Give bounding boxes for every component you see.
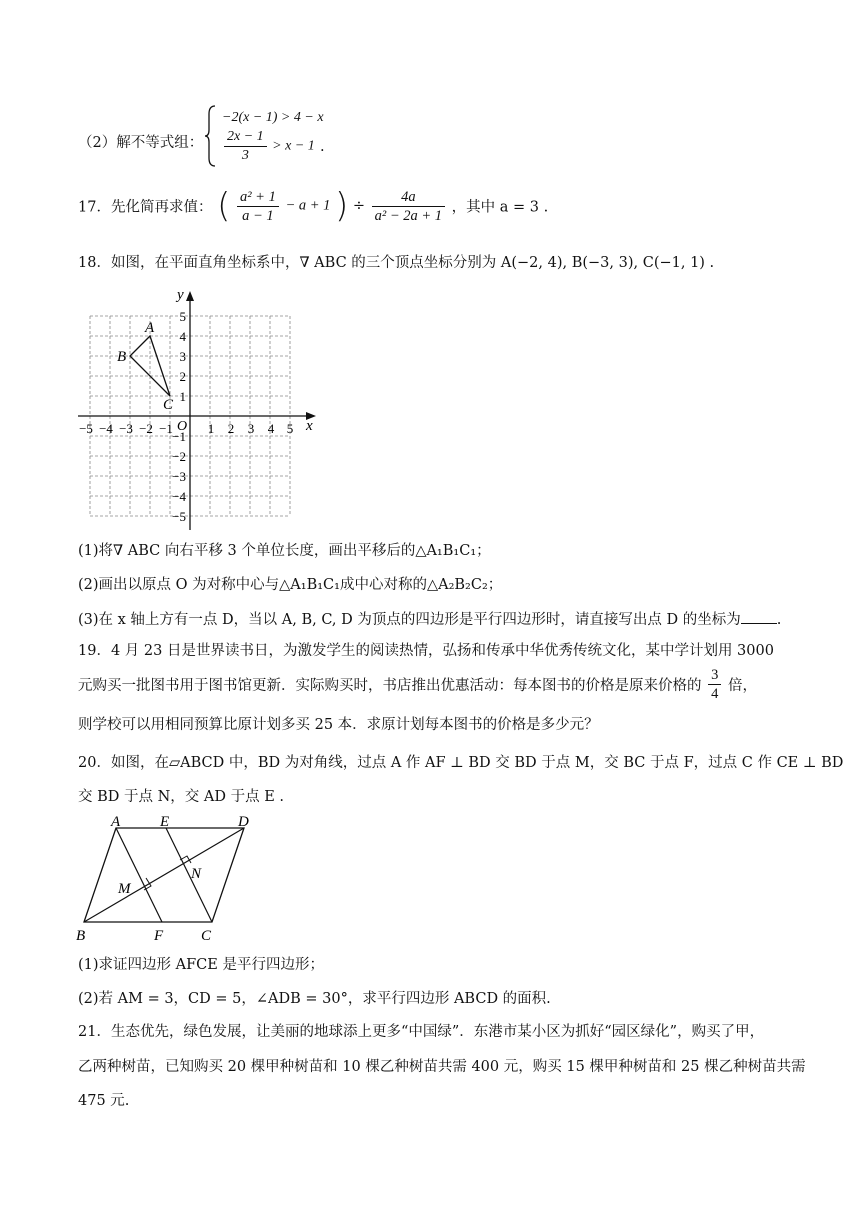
- q19-frac-num: 3: [708, 666, 721, 685]
- x-axis-label: x: [306, 418, 313, 434]
- q17-tail: ，其中 a = 3 .: [451, 199, 549, 216]
- q18-part3-end: .: [776, 612, 782, 628]
- q18-part3: [78, 609, 781, 630]
- q19-line1: 19．4 月 23 日是世界读书日，为激发学生的阅读热情，弘扬和传承中华优秀传统文化，某中学计划用 3000: [78, 643, 774, 659]
- q16-2-ineq2: [222, 128, 315, 165]
- q16-2-ineq2-rhs: > x − 1: [272, 138, 315, 154]
- label-e: E: [160, 816, 170, 830]
- q18-intro: 18．如图，在平面直角坐标系中，∇ ABC 的三个顶点坐标分别为 A(−2, 4), B(−3, 3), C(−1, 1) .: [78, 255, 715, 271]
- x-tick: 3: [247, 421, 255, 436]
- q17-frac1-num: a² + 1: [237, 188, 279, 207]
- segment-af: [116, 828, 162, 922]
- point-a-label: A: [145, 320, 155, 336]
- y-tick: 1: [179, 389, 186, 404]
- diagonal-bd: [84, 828, 244, 922]
- q20-part1: (1)求证四边形 AFCE 是平行四边形；: [78, 957, 324, 973]
- answer-blank: [741, 609, 777, 624]
- y-tick: −5: [172, 509, 186, 524]
- label-f: F: [154, 928, 164, 944]
- y-tick: 2: [179, 369, 186, 384]
- x-tick: 4: [267, 421, 275, 436]
- point-c-label: C: [163, 397, 174, 413]
- q19-line2b: 倍，: [727, 678, 757, 694]
- q20-line1: 20．如图，在▱ABCD 中，BD 为对角线，过点 A 作 AF ⊥ BD 交 BD 于点 M，交 BC 于点 F，过点 C 作 CE ⊥ BD: [78, 755, 844, 771]
- y-tick: −1: [172, 429, 186, 444]
- q17-frac1: [237, 188, 279, 225]
- q19-fraction: [708, 666, 721, 703]
- q17-label: 17．先化简再求值：: [78, 199, 213, 216]
- origin-label: O: [177, 419, 188, 434]
- label-b: B: [76, 928, 86, 944]
- q19-line3: 则学校可以用相同预算比原计划多买 25 本．求原计划每本图书的价格是多少元？: [78, 717, 599, 733]
- q16-2-end: .: [320, 139, 325, 155]
- x-tick: −4: [99, 421, 113, 436]
- q17-frac2-num: 4a: [372, 188, 445, 207]
- y-tick: 3: [179, 349, 186, 364]
- q19-frac-den: 4: [711, 686, 719, 702]
- y-tick: 5: [179, 309, 186, 324]
- y-tick: −4: [172, 489, 186, 504]
- parallelogram-figure: [74, 816, 264, 944]
- q17-frac2-den: a² − 2a + 1: [374, 207, 443, 224]
- q17-mid: − a + 1: [285, 197, 331, 214]
- y-axis-label: y: [177, 287, 184, 303]
- x-tick: 5: [286, 421, 294, 436]
- x-tick: −5: [79, 421, 93, 436]
- point-b-label: B: [117, 349, 127, 365]
- system-brace: [203, 104, 219, 168]
- x-tick: −2: [139, 421, 153, 436]
- label-a: A: [111, 816, 121, 830]
- q17-frac1-den: a − 1: [242, 207, 274, 224]
- y-tick: 4: [179, 329, 186, 344]
- segment-ce: [166, 828, 212, 922]
- x-tick: 2: [227, 421, 235, 436]
- x-tick: −1: [159, 421, 173, 436]
- q19-line2: [78, 666, 757, 703]
- q18-part3-text: (3)在 x 轴上方有一点 D，当以 A, B, C, D 为顶点的四边形是平行四边形时，请直接写出点 D 的坐标为: [78, 612, 741, 628]
- y-tick: −2: [172, 449, 186, 464]
- label-m: M: [118, 881, 131, 897]
- coordinate-graph: [74, 284, 324, 534]
- vertex-labels: [76, 816, 249, 944]
- label-n: N: [191, 866, 202, 882]
- q16-2-ineq2-num: 2x − 1: [224, 128, 267, 147]
- q18-part2: (2)画出以原点 O 为对称中心与△A₁B₁C₁成中心对称的△A₂B₂C₂；: [78, 577, 503, 593]
- y-tick: −3: [172, 469, 186, 484]
- q17-paren-close: ): [335, 186, 349, 226]
- q17-frac2: [372, 188, 445, 225]
- q17-line: [78, 186, 548, 226]
- label-c: C: [201, 928, 212, 944]
- label-d: D: [238, 816, 249, 830]
- q17-paren-open: (: [217, 186, 231, 226]
- q20-part2: (2)若 AM = 3，CD = 5，∠ADB = 30°，求平行四边形 ABCD 的面积.: [78, 991, 551, 1007]
- q17-div: ÷: [352, 198, 366, 214]
- q21-line2: 乙两种树苗，已知购买 20 棵甲种树苗和 10 棵乙种树苗共需 400 元，购买 15 棵甲种树苗和 25 棵乙种树苗共需: [78, 1059, 806, 1075]
- q20-line2: 交 BD 于点 N，交 AD 于点 E .: [78, 789, 285, 805]
- q16-2-ineq2-den: 3: [241, 148, 249, 163]
- q21-line3: 475 元.: [78, 1093, 130, 1109]
- x-tick: −3: [119, 421, 133, 436]
- q19-line2a: 元购买一批图书用于图书馆更新．实际购买时，书店推出优惠活动：每本图书的价格是原来价格的: [78, 678, 702, 694]
- x-tick: 1: [207, 421, 215, 436]
- y-axis-arrow: [186, 291, 194, 301]
- q16-2-label: （2）解不等式组：: [78, 135, 204, 151]
- q16-2-ineq1: −2(x − 1) > 4 − x: [222, 110, 324, 125]
- q21-line1: 21．生态优先，绿色发展，让美丽的地球添上更多“中国绿”．东港市某小区为抓好“园区绿化”，购买了甲，: [78, 1024, 765, 1040]
- q18-part1: (1)将∇ ABC 向右平移 3 个单位长度，画出平移后的△A₁B₁C₁；: [78, 543, 491, 559]
